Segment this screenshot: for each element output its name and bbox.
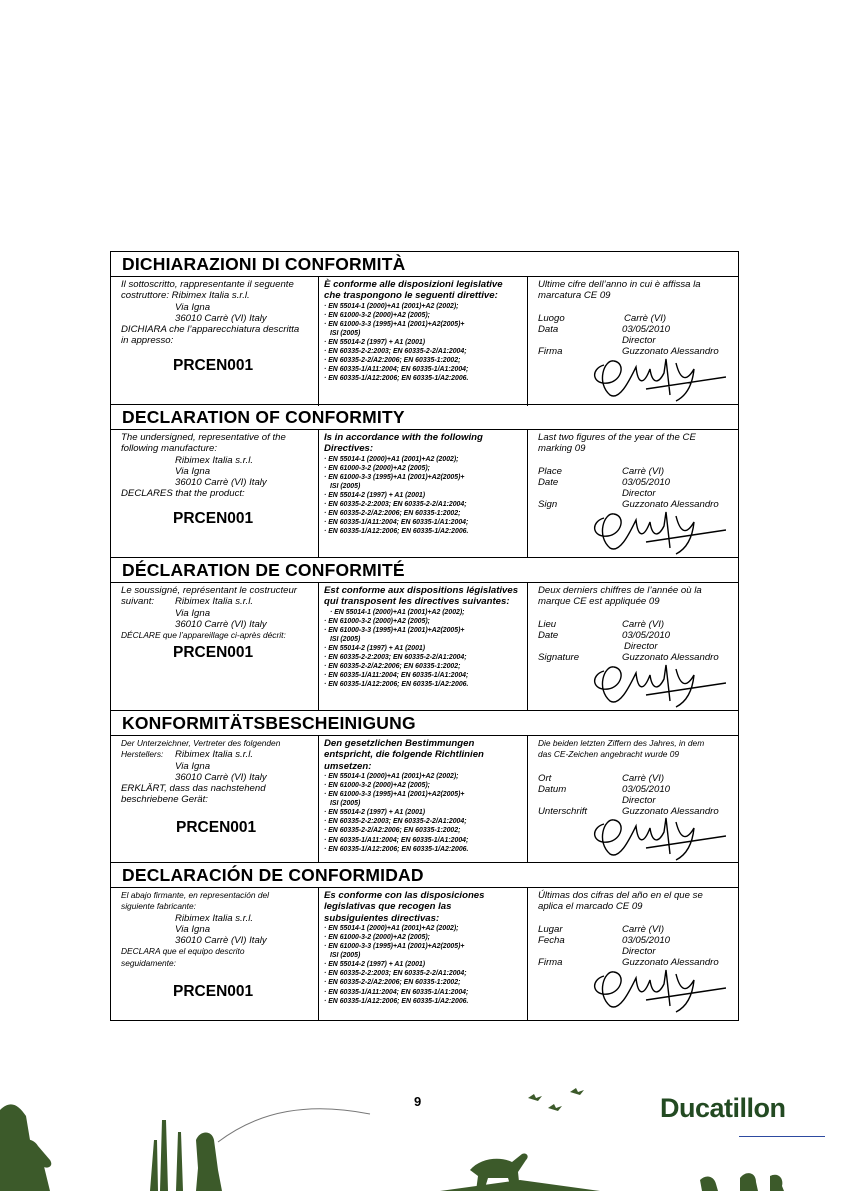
standard-item: · EN 55014-2 (1997) + A1 (2001) (324, 338, 426, 346)
section-title: DECLARACIÓN DE CONFORMIDAD (111, 863, 738, 888)
directives-intro: umsetzen: (324, 760, 372, 772)
standard-item: · EN 60335-1/A12:2006; EN 60335-1/A2:2006. (324, 375, 469, 383)
sign-label: Sign (538, 499, 558, 511)
date-value: 03/05/2010 (622, 934, 671, 946)
section-title: KONFORMITÄTSBESCHEINIGUNG (111, 711, 738, 736)
ce-note: marque CE est appliquée 09 (538, 596, 660, 608)
ce-note: marcatura CE 09 (538, 290, 611, 302)
text-line: ERKLÄRT, dass das nachstehend (121, 783, 266, 795)
address-line: 36010 Carrè (VI) Italy (175, 618, 267, 630)
directives-intro: Den gesetzlichen Bestimmungen (324, 738, 475, 749)
address-line: Via Igna (175, 923, 211, 935)
section-title: DÉCLARATION DE CONFORMITÉ (111, 558, 738, 583)
text-line: DICHIARA che l’apparecchiatura descritta (121, 324, 300, 336)
standard-item: · EN 60335-1/A12:2006; EN 60335-1/A2:2006. (324, 845, 469, 853)
signature-column (528, 736, 736, 863)
place-value: Carrè (VI) (622, 923, 665, 935)
text-line: suivant: (121, 596, 155, 608)
directives-intro: Directives: (324, 443, 374, 455)
manufacturer-column (111, 736, 319, 863)
signature-column (528, 277, 736, 406)
date-value: 03/05/2010 (622, 476, 671, 488)
place-value: Carrè (VI) (622, 618, 665, 630)
text-line: Il sottoscritto, rappresentante il seguente (121, 279, 294, 290)
place-label: Luogo (538, 312, 565, 324)
standard-item: · EN 55014-1 (2000)+A1 (2001)+A2 (2002); (330, 608, 465, 616)
text-line: costruttore: Ribimex Italia s.r.l. (121, 290, 250, 302)
standard-item: · EN 60335-1/A11:2004; EN 60335-1/A1:2004; (324, 366, 469, 374)
place-value: Carrè (VI) (624, 312, 667, 324)
place-label: Lugar (538, 923, 563, 935)
signer-name: Guzzonato Alessandro (622, 652, 719, 664)
fishing-line (218, 1109, 370, 1142)
standard-item: · EN 60335-2-2:2003; EN 60335-2-2/A1:2004; (324, 654, 467, 662)
directives-intro: che traspongono le seguenti direttive: (324, 290, 498, 302)
standard-item: · EN 61000-3-2 (2000)+A2 (2005); (324, 311, 430, 319)
standard-item: · EN 60335-2-2:2003; EN 60335-2-2/A1:2004; (324, 348, 467, 356)
standard-item: · EN 61000-3-3 (1995)+A1 (2001)+A2(2005)+ (324, 791, 465, 799)
address-line: Ribimex Italia s.r.l. (175, 912, 254, 924)
signature-column (528, 583, 736, 711)
sign-label: Firma (538, 346, 563, 358)
directives-intro: Es conforme con las disposiciones (324, 890, 485, 901)
directives-column (319, 277, 528, 406)
standard-item: · EN 61000-3-3 (1995)+A1 (2001)+A2(2005)+ (324, 943, 465, 951)
standard-item: · EN 60335-2-2:2003; EN 60335-2-2/A1:2004; (324, 501, 467, 509)
standard-item: · EN 60335-2-2/A2:2006; EN 60335-1:2002; (324, 510, 461, 518)
text-line: Herstellers: (121, 749, 164, 760)
date-label: Date (538, 476, 559, 488)
directives-column (319, 430, 528, 558)
standard-item: ISI (2005) (330, 952, 361, 960)
flying-birds-icon (528, 1088, 584, 1111)
standard-item: · EN 55014-2 (1997) + A1 (2001) (324, 644, 426, 652)
standard-item: · EN 60335-2-2:2003; EN 60335-2-2/A1:2004; (324, 970, 467, 978)
signer-name: Guzzonato Alessandro (622, 346, 719, 358)
text-line: siguiente fabricante: (121, 901, 196, 912)
date-value: 03/05/2010 (622, 783, 671, 795)
directives-intro: entspricht, die folgende Richtlinien (324, 749, 484, 761)
directives-column (319, 736, 528, 863)
date-label: Date (538, 629, 559, 641)
date-value: 03/05/2010 (622, 323, 671, 335)
ce-note: Últimas dos cifras del año en el que se (538, 890, 703, 901)
standard-item: ISI (2005) (330, 482, 361, 490)
hunter-silhouette (196, 1133, 222, 1191)
address-line: Via Igna (175, 760, 211, 772)
signature-column (528, 888, 736, 1021)
standard-item: · EN 55014-2 (1997) + A1 (2001) (324, 809, 426, 817)
ce-note: Last two figures of the year of the CE (538, 432, 696, 443)
standard-item: · EN 61000-3-2 (2000)+A2 (2005); (324, 781, 430, 789)
standard-item: · EN 55014-2 (1997) + A1 (2001) (324, 961, 426, 969)
text-line: DECLARES that the product: (121, 488, 245, 500)
product-code: PRCEN001 (176, 819, 257, 836)
ce-note: aplica el marcado CE 09 (538, 901, 643, 913)
standard-item: · EN 55014-1 (2000)+A1 (2001)+A2 (2002); (324, 772, 459, 780)
standard-item: · EN 61000-3-2 (2000)+A2 (2005); (324, 617, 430, 625)
address-line: 36010 Carrè (VI) Italy (175, 771, 267, 783)
standard-item: · EN 60335-2-2/A2:2006; EN 60335-1:2002; (324, 827, 461, 835)
place-label: Lieu (538, 618, 557, 630)
product-code: PRCEN001 (173, 510, 254, 527)
standard-item: · EN 61000-3-3 (1995)+A1 (2001)+A2(2005)+ (324, 626, 465, 634)
standard-item: · EN 61000-3-2 (2000)+A2 (2005); (324, 464, 430, 472)
standard-item: · EN 60335-1/A12:2006; EN 60335-1/A2:2006. (324, 528, 469, 536)
role-value: Director (622, 795, 656, 807)
signature (586, 355, 726, 403)
text-line: beschriebene Gerät: (121, 794, 208, 806)
manufacturer-column (111, 430, 319, 558)
standard-item: · EN 55014-1 (2000)+A1 (2001)+A2 (2002); (324, 302, 459, 310)
date-value: 03/05/2010 (622, 629, 671, 641)
text-line: Le soussigné, représentant le costructeur (121, 585, 297, 596)
ce-note: Ultime cifre dell’anno in cui è affissa la (538, 279, 701, 290)
standard-item: ISI (2005) (330, 329, 361, 337)
ce-note: Deux derniers chiffres de l’année où la (538, 585, 702, 596)
page-number: 9 (414, 1094, 422, 1109)
address-line: Via Igna (175, 301, 211, 313)
role-value: Director (622, 946, 656, 958)
signer-name: Guzzonato Alessandro (622, 499, 719, 511)
product-code: PRCEN001 (173, 357, 254, 374)
manufacturer-column (111, 888, 319, 1021)
directives-intro: Est conforme aux dispositions législatives (324, 585, 519, 596)
text-line: The undersigned, representative of the (121, 432, 286, 443)
signature (586, 814, 726, 862)
address-line: Ribimex Italia s.r.l. (175, 454, 254, 466)
sign-label: Firma (538, 957, 563, 969)
address-line: 36010 Carrè (VI) Italy (175, 935, 267, 947)
text-line: in appresso: (121, 335, 174, 347)
directives-intro: È conforme alle disposizioni legislative (324, 279, 503, 290)
conformity-declarations (110, 251, 739, 1021)
signer-name: Guzzonato Alessandro (622, 957, 719, 969)
standard-item: · EN 60335-2-2:2003; EN 60335-2-2/A1:2004; (324, 818, 467, 826)
standard-item: · EN 60335-1/A11:2004; EN 60335-1/A1:2004; (324, 836, 469, 844)
product-code: PRCEN001 (173, 644, 254, 661)
signer-name: Guzzonato Alessandro (622, 806, 719, 818)
directives-intro: qui transposent les directives suivantes: (324, 596, 510, 608)
signature (586, 661, 726, 709)
product-code: PRCEN001 (173, 983, 254, 1000)
standard-item: · EN 61000-3-2 (2000)+A2 (2005); (324, 933, 430, 941)
declaration-english (111, 404, 738, 557)
reeds-silhouette (150, 1120, 183, 1191)
brand-logo: Ducatillon (660, 1093, 786, 1123)
standard-item: · EN 60335-2-2/A2:2006; EN 60335-1:2002; (324, 357, 461, 365)
standard-item: ISI (2005) (330, 800, 361, 808)
ce-note: marking 09 (538, 443, 586, 455)
signature (586, 508, 726, 556)
address-line: 36010 Carrè (VI) Italy (175, 312, 267, 324)
signature-column (528, 430, 736, 558)
text-line: El abajo firmante, en representación del (121, 890, 270, 900)
brand-underline (739, 1136, 825, 1137)
place-value: Carrè (VI) (622, 465, 665, 477)
place-value: Carrè (VI) (622, 772, 665, 784)
address-line: Ribimex Italia s.r.l. (175, 596, 254, 608)
manufacturer-column (111, 583, 319, 711)
text-line: seguidamente: (121, 957, 176, 968)
directives-intro: legislativas que recogen las (324, 901, 452, 913)
text-line: DECLARA que el equipo descrito (121, 946, 245, 957)
section-title: DICHIARAZIONI DI CONFORMITÀ (111, 252, 738, 277)
standard-item: ISI (2005) (330, 635, 361, 643)
standard-item: · EN 60335-1/A11:2004; EN 60335-1/A1:2004; (324, 672, 469, 680)
address-line: Via Igna (175, 465, 211, 477)
address-line: 36010 Carrè (VI) Italy (175, 477, 267, 489)
text-line: DÉCLARE que l’appareillage ci-après décrit: (121, 630, 286, 641)
declaration-italian (111, 252, 738, 404)
address-line: Ribimex Italia s.r.l. (175, 749, 254, 761)
date-label: Fecha (538, 934, 565, 946)
standard-item: · EN 60335-2-2/A2:2006; EN 60335-1:2002; (324, 979, 461, 987)
standard-item: · EN 60335-2-2/A2:2006; EN 60335-1:2002; (324, 663, 461, 671)
date-label: Data (538, 323, 559, 335)
animals-silhouette (700, 1173, 784, 1191)
declaration-spanish (111, 862, 738, 1020)
section-title: DECLARATION OF CONFORMITY (111, 405, 738, 430)
sign-label: Signature (538, 652, 580, 664)
text-line: Der Unterzeichner, Vertreter des folgenden (121, 738, 281, 748)
directives-column (319, 583, 528, 711)
standard-item: · EN 61000-3-3 (1995)+A1 (2001)+A2(2005)+ (324, 320, 465, 328)
sign-label: Unterschrift (538, 806, 588, 818)
directives-intro: subsiguientes directivas: (324, 912, 440, 924)
standard-item: · EN 55014-1 (2000)+A1 (2001)+A2 (2002); (324, 924, 459, 932)
text-line: following manufacture: (121, 443, 217, 455)
standard-item: · EN 60335-1/A11:2004; EN 60335-1/A1:2004; (324, 519, 469, 527)
role-value: Director (622, 488, 656, 500)
ce-note: das CE-Zeichen angebracht wurde 09 (538, 749, 680, 760)
manufacturer-column (111, 277, 319, 406)
ce-note: Die beiden letzten Ziffern des Jahres, in dem (538, 738, 705, 748)
place-label: Place (538, 465, 562, 477)
ground-silhouette (440, 1180, 600, 1191)
declaration-french (111, 557, 738, 710)
place-label: Ort (538, 772, 552, 784)
standard-item: · EN 55014-2 (1997) + A1 (2001) (324, 491, 426, 499)
standard-item: · EN 60335-1/A11:2004; EN 60335-1/A1:2004; (324, 988, 469, 996)
standard-item: · EN 61000-3-3 (1995)+A1 (2001)+A2(2005)+ (324, 473, 465, 481)
address-line: Via Igna (175, 607, 211, 619)
standard-item: · EN 60335-1/A12:2006; EN 60335-1/A2:2006. (324, 997, 469, 1005)
standard-item: · EN 55014-1 (2000)+A1 (2001)+A2 (2002); (324, 455, 459, 463)
directives-intro: Is in accordance with the following (324, 432, 483, 443)
directives-column (319, 888, 528, 1021)
date-label: Datum (538, 783, 567, 795)
role-value: Director (624, 641, 658, 653)
declaration-german (111, 710, 738, 862)
standard-item: · EN 60335-1/A12:2006; EN 60335-1/A2:2006. (324, 681, 469, 689)
signature (586, 966, 726, 1014)
role-value: Director (622, 335, 656, 347)
